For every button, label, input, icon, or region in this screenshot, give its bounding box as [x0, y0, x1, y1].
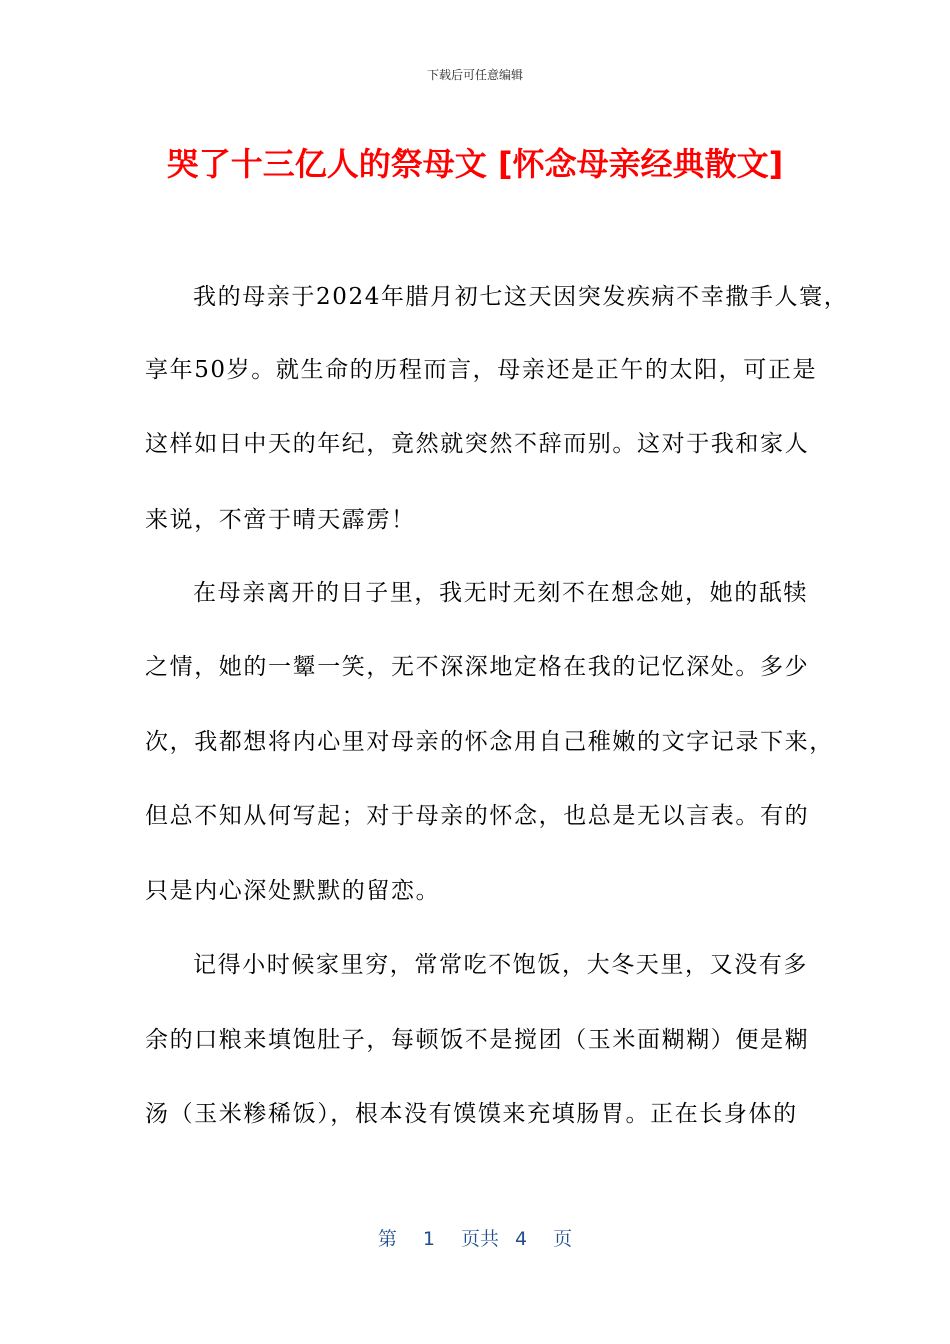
body-line: 之情，她的一颦一笑，无不深深地定格在我的记忆深处。多少 — [145, 654, 810, 680]
body-line: 只是内心深处默默的留恋。 — [145, 878, 441, 904]
body-line: 我的母亲于2024年腊月初七这天因突发疾病不幸撒手人寰， — [193, 284, 849, 310]
body-line: 记得小时候家里穷，常常吃不饱饭，大冬天里，又没有多 — [193, 952, 808, 978]
body-line: 来说，不啻于晴天霹雳！ — [145, 507, 416, 533]
page-label-suffix: 页 — [553, 1228, 573, 1250]
body-line: 余的口粮来填饱肚子，每顿饭不是搅团（玉米面糊糊）便是糊 — [145, 1027, 810, 1053]
page-label-prefix: 第 — [377, 1228, 397, 1250]
body-line: 这样如日中天的年纪，竟然就突然不辞而别。这对于我和家人 — [145, 431, 810, 457]
body-line: 享年50岁。就生命的历程而言，母亲还是正午的太阳，可正是 — [145, 357, 818, 383]
total-pages-number: 4 — [515, 1228, 528, 1250]
page-footer — [0, 1226, 950, 1252]
current-page-number: 1 — [422, 1228, 435, 1250]
body-line: 但总不知从何写起；对于母亲的怀念，也总是无以言表。有的 — [145, 803, 810, 829]
page-label-mid: 页共 — [460, 1228, 499, 1250]
document-title: 哭了十三亿人的祭母文 [怀念母亲经典散文] — [166, 145, 784, 183]
body-line: 次，我都想将内心里对母亲的怀念用自己稚嫩的文字记录下来， — [145, 729, 834, 755]
body-line: 在母亲离开的日子里，我无时无刻不在想念她，她的舐犊 — [193, 580, 808, 606]
header-note: 下载后可任意编辑 — [426, 68, 523, 82]
body-line: 汤（玉米糁稀饭），根本没有馍馍来充填肠胃。正在长身体的 — [145, 1101, 798, 1127]
